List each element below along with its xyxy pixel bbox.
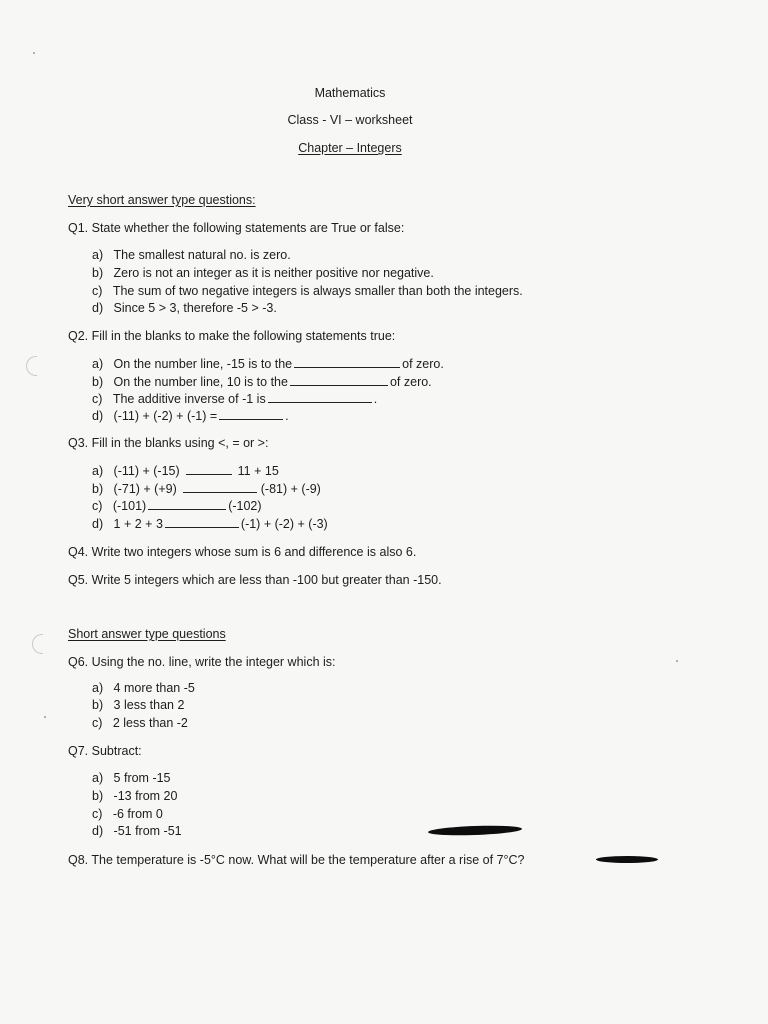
item-letter: a) (92, 681, 104, 695)
item-letter: b) (92, 375, 104, 389)
item-text-after: of zero. (402, 357, 444, 371)
section-heading-short: Short answer type questions (68, 627, 226, 641)
item-letter: b) (92, 482, 104, 496)
item-letter: a) (92, 357, 104, 371)
q7-item-b (92, 789, 177, 804)
item-text: 4 more than -5 (113, 681, 195, 695)
question-q8: Q8. The temperature is -5°C now. What will be the temperature after a rise of 7°C? (68, 853, 525, 867)
item-text-after: of zero. (389, 375, 432, 389)
item-right: (-81) + (-9) (260, 482, 321, 496)
item-letter: a) (92, 464, 104, 478)
answer-blank[interactable] (268, 391, 372, 403)
scan-speck (33, 52, 35, 54)
question-q6: Q6. Using the no. line, write the integer which is: (68, 655, 336, 669)
item-letter: b) (92, 698, 104, 712)
item-left: 1 + 2 + 3 (113, 517, 163, 531)
item-left: (-101) (112, 499, 147, 513)
q6-item-c (92, 716, 188, 731)
item-letter: c) (92, 716, 103, 730)
item-text: -6 from 0 (112, 807, 163, 821)
answer-blank[interactable] (290, 374, 388, 386)
item-letter: b) (92, 789, 104, 803)
item-letter: a) (92, 771, 104, 785)
item-text: (-11) + (-2) + (-1) = (113, 409, 218, 423)
hole-punch-mark (32, 634, 43, 654)
item-text: On the number line, 10 is to the (113, 375, 288, 389)
scan-speck (676, 660, 678, 662)
item-right: (-1) + (-2) + (-3) (240, 517, 328, 531)
item-text: The sum of two negative integers is always smaller than both the integers. (112, 284, 523, 298)
q3-item-a (92, 463, 279, 479)
item-letter: c) (92, 392, 103, 406)
item-text: 3 less than 2 (113, 698, 185, 712)
q2-item-c (92, 391, 377, 407)
q6-item-a (92, 681, 195, 696)
item-text-after: . (373, 392, 378, 406)
q3-item-b (92, 481, 321, 497)
chapter-title-text: Chapter – Integers (298, 141, 402, 155)
q6-item-b (92, 698, 184, 713)
item-text-after: . (285, 409, 289, 423)
q2-item-d (92, 408, 289, 424)
question-q5: Q5. Write 5 integers which are less than -100 but greater than -150. (68, 573, 442, 587)
item-letter: d) (92, 409, 104, 423)
item-letter: d) (92, 824, 104, 838)
q7-item-c (92, 807, 163, 822)
answer-blank[interactable] (165, 516, 239, 528)
item-left: (-71) + (+9) (113, 482, 177, 496)
scan-speck (44, 716, 46, 718)
item-letter: a) (92, 248, 104, 262)
question-q2: Q2. Fill in the blanks to make the following statements true: (68, 329, 396, 343)
item-letter: d) (92, 517, 104, 531)
item-text: On the number line, -15 is to the (113, 357, 293, 371)
q3-item-c (92, 498, 262, 514)
item-text: 2 less than -2 (112, 716, 188, 730)
item-letter: c) (92, 499, 103, 513)
item-text: 5 from -15 (113, 771, 171, 785)
item-text: -51 from -51 (113, 824, 182, 838)
item-right: 11 + 15 (237, 464, 279, 478)
q1-item-c (92, 284, 523, 299)
q7-item-d (92, 824, 182, 839)
redaction-scribble (428, 824, 522, 836)
item-letter: c) (92, 284, 103, 298)
item-left: (-11) + (-15) (113, 464, 180, 478)
subject-title: Mathematics (314, 86, 386, 100)
q1-item-a (92, 248, 291, 263)
q1-item-b (92, 266, 434, 281)
answer-blank[interactable] (219, 408, 283, 420)
answer-blank[interactable] (294, 356, 400, 368)
item-letter: b) (92, 266, 104, 280)
q2-item-a (92, 356, 444, 372)
item-text: Since 5 > 3, therefore -5 > -3. (113, 301, 277, 315)
answer-blank[interactable] (148, 498, 226, 510)
item-letter: d) (92, 301, 104, 315)
class-line: Class - VI – worksheet (287, 113, 413, 127)
answer-blank[interactable] (183, 481, 257, 493)
question-q7: Q7. Subtract: (68, 744, 142, 758)
q7-item-a (92, 771, 171, 786)
section-heading-very-short: Very short answer type questions: (68, 193, 256, 207)
chapter-title (0, 141, 700, 156)
answer-blank[interactable] (186, 463, 232, 475)
q3-item-d (92, 516, 328, 532)
question-q1: Q1. State whether the following statements are True or false: (68, 221, 405, 235)
redaction-scribble (596, 856, 658, 863)
item-text: Zero is not an integer as it is neither positive nor negative. (113, 266, 434, 280)
q2-item-b (92, 374, 432, 390)
item-right: (-102) (228, 499, 262, 513)
item-text: -13 from 20 (113, 789, 178, 803)
q1-item-d (92, 301, 277, 316)
item-text: The additive inverse of -1 is (112, 392, 266, 406)
item-letter: c) (92, 807, 103, 821)
item-text: The smallest natural no. is zero. (113, 248, 291, 262)
question-q3: Q3. Fill in the blanks using <, = or >: (68, 436, 269, 450)
question-q4: Q4. Write two integers whose sum is 6 and difference is also 6. (68, 545, 417, 559)
hole-punch-mark (26, 356, 37, 376)
